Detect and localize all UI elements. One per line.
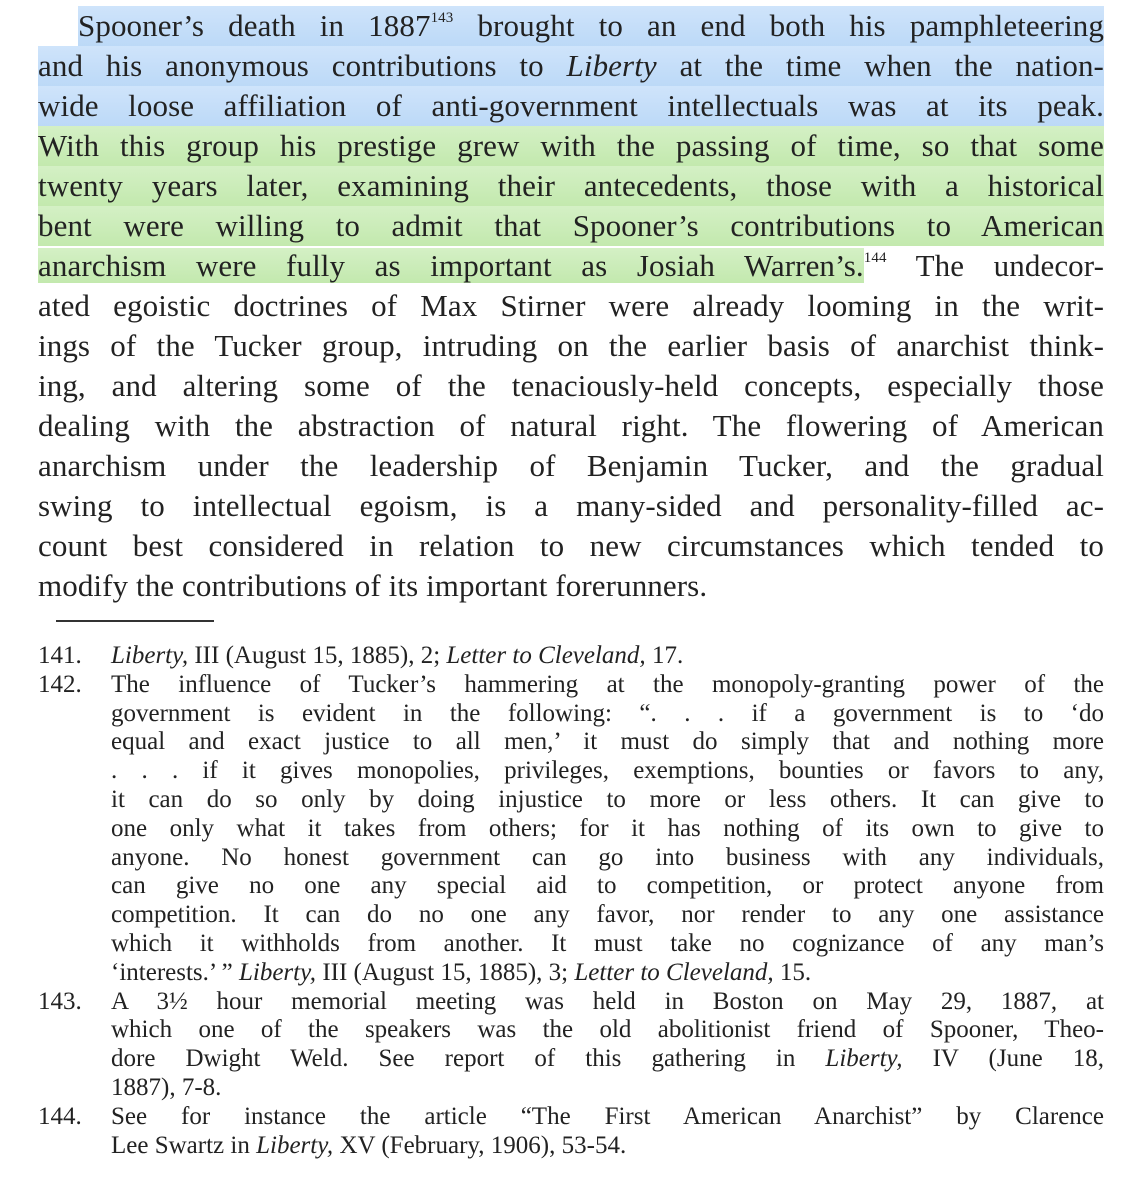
- footnote-text: [111, 671, 1104, 988]
- body-line: [38, 286, 1104, 326]
- footnote-line: [111, 671, 1104, 700]
- line-text: ings of the Tucker group, intruding on the earlier basis of anarchist think-: [38, 328, 1104, 363]
- body-line: [38, 206, 1104, 246]
- footnote-line: [111, 872, 1104, 901]
- line-text: Spooner’s death in 1887: [78, 8, 431, 43]
- body-line: [38, 486, 1104, 526]
- line-text: swing to intellectual egoism, is a many-sided and personality-filled ac-: [38, 488, 1104, 523]
- line-text: anyone. No honest government can go into business with any individuals,: [111, 843, 1104, 871]
- line-text: at the time when the nation-: [656, 48, 1104, 83]
- line-text: 17.: [645, 642, 684, 669]
- footnote: [38, 642, 1104, 671]
- italic-title: Letter to Cleveland,: [446, 642, 646, 669]
- body-line: [38, 126, 1104, 166]
- footnote-text: [111, 642, 1104, 671]
- line-text: government is evident in the following: “. . . if a government is to ‘do: [111, 699, 1104, 727]
- footnote-line: [111, 786, 1104, 815]
- line-text: dealing with the abstraction of natural right. The flowering of American: [38, 408, 1104, 443]
- italic-title: Liberty,: [238, 958, 317, 986]
- line-text: wide loose affiliation of anti-government intellectuals was at its peak.: [38, 88, 1104, 123]
- line-text: IV (June 18,: [902, 1045, 1105, 1073]
- body-line: [38, 326, 1104, 366]
- footnote-separator: [56, 620, 214, 622]
- line-text: A 3½ hour memorial meeting was held in Boston on May 29, 1887, at: [111, 987, 1104, 1015]
- line-text: III (August 15, 1885), 3;: [316, 958, 575, 986]
- line-text: dore Dwight Weld. See report of this gathering in: [111, 1045, 826, 1073]
- line-text: ing, and altering some of the tenaciously-held concepts, especially those: [38, 368, 1104, 403]
- footnote-line: [111, 930, 1104, 959]
- line-text: 15.: [773, 958, 812, 986]
- line-text: ‘interests.’ ”: [111, 958, 239, 986]
- footnote-line: [111, 1074, 1104, 1103]
- footnote-line: [111, 959, 1104, 988]
- line-text: XV (February, 1906), 53-54.: [333, 1131, 627, 1159]
- footnote-line: [111, 1132, 1104, 1161]
- footnote-line: [111, 728, 1104, 757]
- line-text: ated egoistic doctrines of Max Stirner were already looming in the writ-: [38, 288, 1104, 323]
- line-text: 1887), 7-8.: [111, 1073, 222, 1101]
- body-line: [38, 366, 1104, 406]
- body-line: [38, 166, 1104, 206]
- line-text: With this group his prestige grew with the passing of time, so that some: [38, 128, 1104, 163]
- footnote-number: 143.: [38, 987, 82, 1015]
- italic-title: Liberty,: [256, 1131, 334, 1159]
- footnote-line: [111, 642, 1104, 671]
- line-text: . . . if it gives monopolies, privileges, exemptions, bounties or favors to any,: [111, 757, 1104, 785]
- line-text: which one of the speakers was the old abolitionist friend of Spooner, Theo-: [111, 1016, 1104, 1044]
- footnote-line: [111, 1103, 1104, 1132]
- line-text: twenty years later, examining their antecedents, those with a historical: [38, 168, 1104, 203]
- line-text: Lee Swartz in: [111, 1131, 257, 1159]
- italic-title: Liberty,: [111, 642, 189, 669]
- footnote-text: [111, 1103, 1104, 1161]
- line-text: bent were willing to admit that Spooner’s contributions to American: [38, 208, 1104, 243]
- footnote-line: [111, 815, 1104, 844]
- line-text: count best considered in relation to new circumstances which tended to: [38, 528, 1104, 563]
- footnote-text: [111, 988, 1104, 1103]
- footnote-number: 141.: [38, 642, 82, 669]
- footnote-line: [111, 1016, 1104, 1045]
- body-line: [38, 566, 1104, 606]
- italic-title: Liberty,: [825, 1045, 903, 1073]
- line-text: can give no one any special aid to competition, or protect anyone from: [111, 872, 1104, 900]
- footnote-number: 142.: [38, 670, 82, 698]
- footnote-line: [111, 988, 1104, 1017]
- body-line: [38, 46, 1104, 86]
- italic-title: Liberty: [566, 48, 657, 83]
- line-text: anarchism under the leadership of Benjamin Tucker, and the gradual: [38, 448, 1104, 483]
- line-text: equal and exact justice to all men,’ it must do simply that and nothing more: [111, 728, 1104, 756]
- body-line: [38, 446, 1104, 486]
- footnote-line: [111, 700, 1104, 729]
- line-text: The influence of Tucker’s hammering at the monopoly-granting power of the: [111, 670, 1104, 698]
- footnote: [38, 1103, 1104, 1161]
- line-text: anarchism were fully as important as Josiah Warren’s.: [38, 248, 864, 283]
- body-line: [38, 406, 1104, 446]
- footnote: [38, 988, 1104, 1103]
- line-text: it can do so only by doing injustice to more or less others. It can give to: [111, 785, 1104, 813]
- body-line: [38, 526, 1104, 566]
- line-text: See for instance the article “The First American Anarchist” by Clarence: [111, 1102, 1104, 1130]
- footnote-line: [111, 1045, 1104, 1074]
- line-text: which it withholds from another. It must take no cognizance of any man’s: [111, 929, 1104, 957]
- line-text: III (August 15, 1885), 2;: [188, 642, 447, 669]
- body-line: [78, 6, 1104, 46]
- highlight-span: [38, 248, 864, 283]
- footnote: [38, 671, 1104, 988]
- italic-title: Letter to Cleveland,: [574, 958, 774, 986]
- body-line: [38, 246, 1104, 286]
- line-text: competition. It can do no one any favor, nor render to any one assistance: [111, 901, 1104, 929]
- line-text: one only what it takes from others; for it has nothing of its own to give to: [111, 814, 1104, 842]
- footnote-ref: 144: [863, 250, 887, 266]
- line-text: brought to an end both his pamphleteering: [453, 8, 1104, 43]
- line-text: and his anonymous contributions to: [38, 48, 567, 83]
- line-text: modify the contributions of its important forerunners.: [38, 568, 708, 603]
- footnote-line: [111, 901, 1104, 930]
- footnote-number: 144.: [38, 1102, 82, 1130]
- footnote-line: [111, 757, 1104, 786]
- line-text: The undecor-: [886, 248, 1104, 283]
- body-line: [38, 86, 1104, 126]
- footnote-ref: 143: [430, 10, 454, 26]
- footnote-line: [111, 844, 1104, 873]
